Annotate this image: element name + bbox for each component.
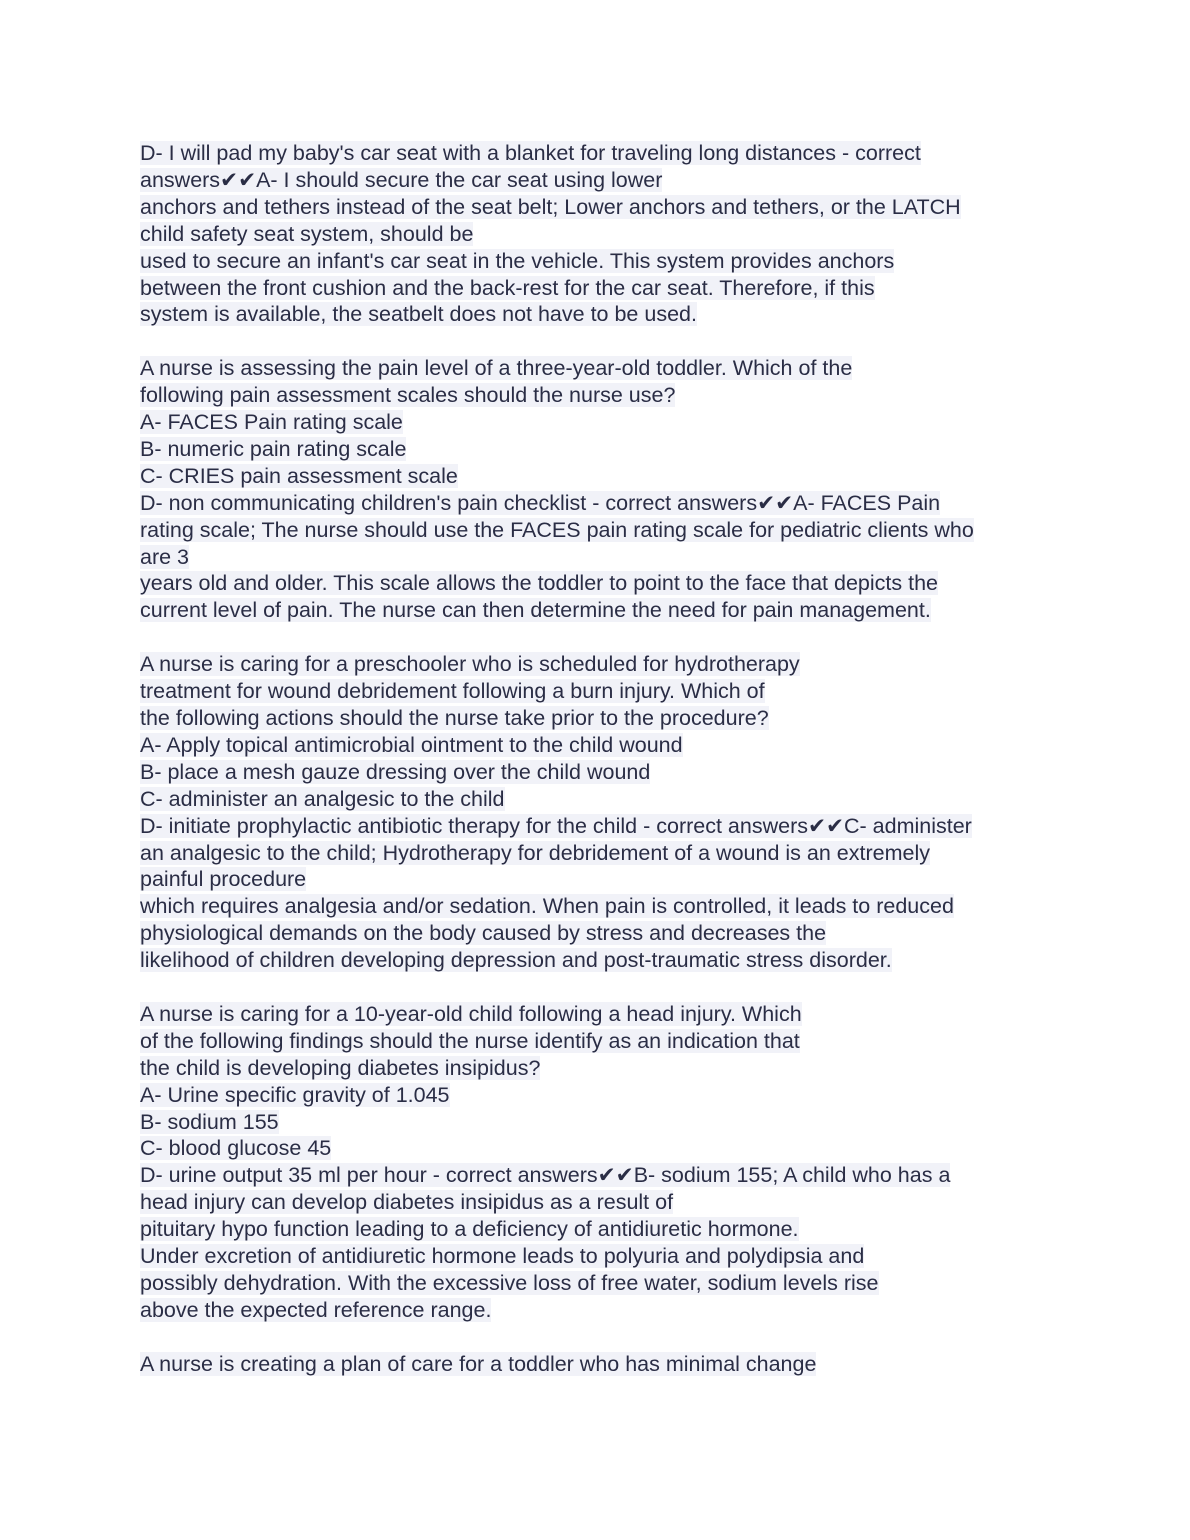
text-line: answers✔✔A- I should secure the car seat using lower [140,167,663,192]
document-page [140,140,1060,1378]
text-line: A nurse is assessing the pain level of a three-year-old toddler. Which of the [140,356,853,381]
text-line: years old and older. This scale allows the toddler to point to the face that depicts the [140,571,938,596]
text-line: treatment for wound debridement following a burn injury. Which of [140,679,765,704]
paragraph-gap [140,624,1060,651]
text-line: B- place a mesh gauze dressing over the child wound [140,759,651,784]
text-line: pituitary hypo function leading to a deficiency of antidiuretic hormone. [140,1217,799,1242]
text-line: D- initiate prophylactic antibiotic therapy for the child - correct answers✔✔C- administer [140,813,972,838]
text-line: which requires analgesia and/or sedation. When pain is controlled, it leads to reduced [140,894,954,919]
text-line: A nurse is caring for a 10-year-old child following a head injury. Which [140,1001,802,1026]
text-line: painful procedure [140,867,307,892]
text-line: A- Urine specific gravity of 1.045 [140,1082,450,1107]
text-line: A- FACES Pain rating scale [140,410,403,435]
text-block-pain-scale-question [140,355,1060,624]
text-line: Under excretion of antidiuretic hormone leads to polyuria and polydipsia and [140,1244,865,1269]
text-line: A- Apply topical antimicrobial ointment to the child wound [140,732,683,757]
text-line: C- CRIES pain assessment scale [140,463,458,488]
text-line: system is available, the seatbelt does not have to be used. [140,302,697,327]
text-line: B- numeric pain rating scale [140,436,407,461]
text-line: the child is developing diabetes insipidus? [140,1055,541,1080]
text-line: rating scale; The nurse should use the FACES pain rating scale for pediatric clients who [140,517,974,542]
text-line: of the following findings should the nurse identify as an indication that [140,1028,800,1053]
text-block-minimal-change-question [140,1351,1060,1378]
text-line: used to secure an infant's car seat in the vehicle. This system provides anchors [140,248,895,273]
text-line: anchors and tethers instead of the seat belt; Lower anchors and tethers, or the LATCH [140,194,961,219]
text-line: child safety seat system, should be [140,221,474,246]
text-line: B- sodium 155 [140,1109,279,1134]
text-line: D- urine output 35 ml per hour - correct answers✔✔B- sodium 155; A child who has a [140,1163,951,1188]
paragraph-gap [140,974,1060,1001]
text-line: possibly dehydration. With the excessive loss of free water, sodium levels rise [140,1271,879,1296]
text-line: current level of pain. The nurse can then determine the need for pain management. [140,598,931,623]
text-line: D- non communicating children's pain checklist - correct answers✔✔A- FACES Pain [140,490,941,515]
text-line: likelihood of children developing depression and post-traumatic stress disorder. [140,948,892,973]
text-line: the following actions should the nurse take prior to the procedure? [140,706,769,730]
text-line: A nurse is caring for a preschooler who is scheduled for hydrotherapy [140,652,800,677]
text-line: between the front cushion and the back-rest for the car seat. Therefore, if this [140,275,875,300]
text-block-diabetes-insipidus-question [140,1001,1060,1324]
text-line: head injury can develop diabetes insipidus as a result of [140,1190,674,1215]
paragraph-gap [140,1324,1060,1351]
text-block-hydrotherapy-question [140,651,1060,974]
text-block-car-seat [140,140,1060,328]
text-line: an analgesic to the child; Hydrotherapy for debridement of a wound is an extremely [140,840,930,865]
text-line: D- I will pad my baby's car seat with a blanket for traveling long distances - correct [140,141,921,165]
text-line: C- blood glucose 45 [140,1136,332,1161]
text-line: C- administer an analgesic to the child [140,786,505,811]
paragraph-gap [140,328,1060,355]
text-line: above the expected reference range. [140,1297,492,1322]
text-line: are 3 [140,544,190,569]
text-line: following pain assessment scales should the nurse use? [140,383,676,408]
text-line: physiological demands on the body caused by stress and decreases the [140,921,827,946]
text-line: A nurse is creating a plan of care for a toddler who has minimal change [140,1351,817,1376]
